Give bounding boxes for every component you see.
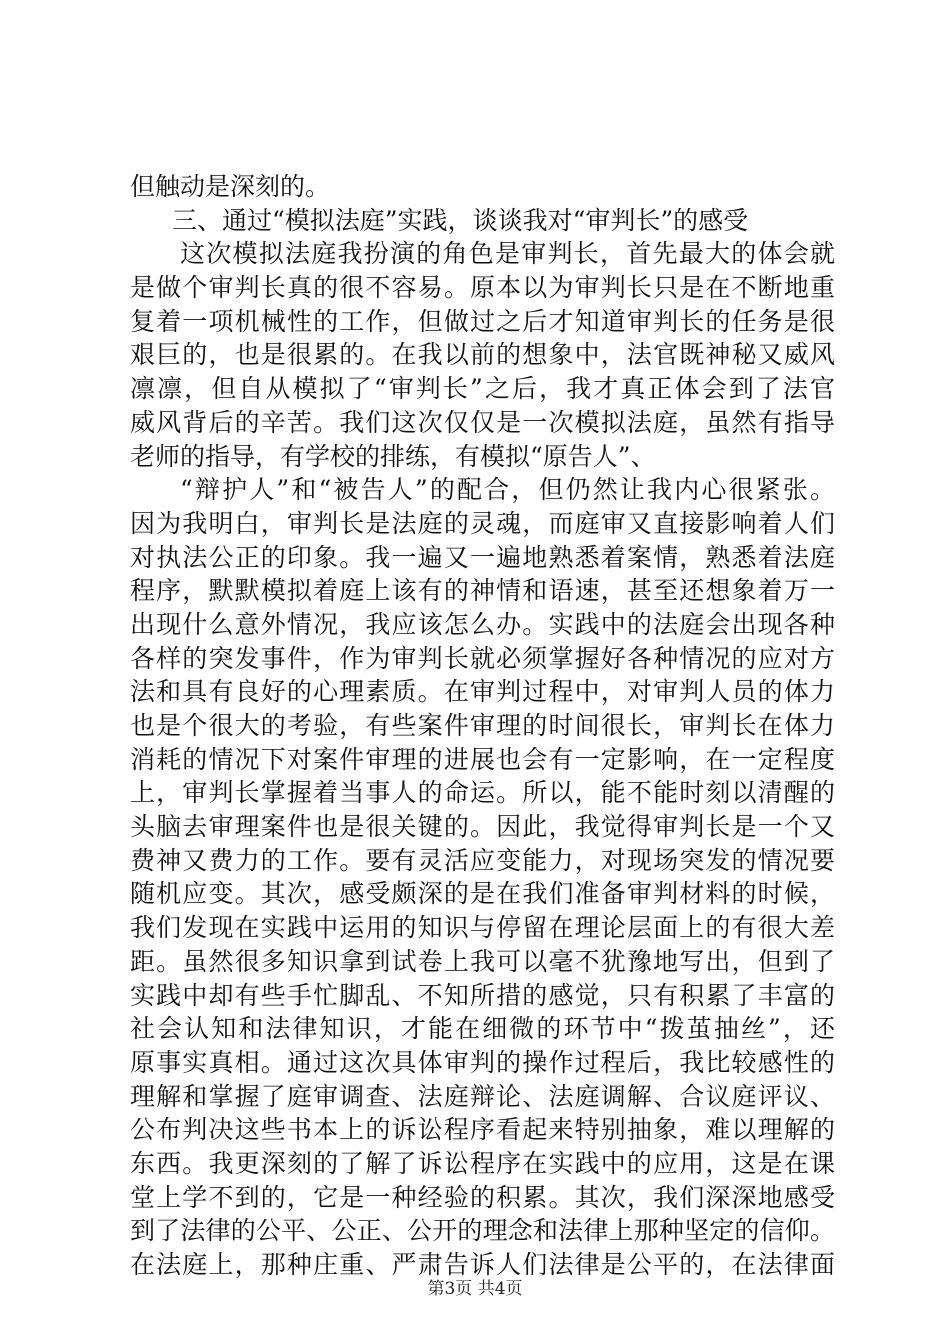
text-line: 在法庭上，那种庄重、严肃告诉人们法律是公平的，在法律面 xyxy=(130,1250,835,1279)
text-line: 距。虽然很多知识拿到试卷上我可以毫不犹豫地写出，但到了 xyxy=(130,946,835,976)
text-line: 随机应变。其次，感受颇深的是在我们准备审判材料的时候， xyxy=(130,879,835,909)
text-line: 理解和掌握了庭审调查、法庭辩论、法庭调解、合议庭评议、 xyxy=(130,1081,835,1111)
body-text xyxy=(130,170,835,1282)
text-line: 这次模拟法庭我扮演的角色是审判长，首先最大的体会就 xyxy=(180,239,835,269)
text-line: 公布判决这些书本上的诉讼程序看起来特别抽象，难以理解的 xyxy=(130,1115,835,1145)
text-line: 老师的指导，有学校的排练，有模拟“原告人”、 xyxy=(130,441,656,471)
text-line: 也是个很大的考验，有些案件审理的时间很长，审判长在体力 xyxy=(130,711,835,740)
text-line: 因为我明白，审判长是法庭的灵魂，而庭审又直接影响着人们 xyxy=(130,508,835,538)
text-line: 对执法公正的印象。我一遍又一遍地熟悉着案情，熟悉着法庭 xyxy=(130,542,835,572)
text-line: 头脑去审理案件也是很关键的。因此，我觉得审判长是一个又 xyxy=(130,812,835,842)
text-line: 原事实真相。通过这次具体审判的操作过程后，我比较感性的 xyxy=(130,1047,835,1077)
text-line: 实践中却有些手忙脚乱、不知所措的感觉，只有积累了丰富的 xyxy=(130,980,835,1010)
text-line: 程序，默默模拟着庭上该有的神情和语速，甚至还想象着万一 xyxy=(130,576,835,606)
text-line: 我们发现在实践中运用的知识与停留在理论层面上的有很大差 xyxy=(130,913,835,943)
text-line: 堂上学不到的，它是一种经验的积累。其次，我们深深地感受 xyxy=(130,1182,835,1212)
text-line: 法和具有良好的心理素质。在审判过程中，对审判人员的体力 xyxy=(130,677,835,707)
section-heading: 三、通过“模拟法庭”实践，谈谈我对“审判长”的感受 xyxy=(172,205,749,235)
text-line: 出现什么意外情况，我应该怎么办。实践中的法庭会出现各种 xyxy=(130,609,835,639)
text-line: 东西。我更深刻的了解了诉讼程序在实践中的应用，这是在课 xyxy=(130,1148,835,1178)
text-line: 威风背后的辛苦。我们这次仅仅是一次模拟法庭，虽然有指导 xyxy=(130,407,835,437)
text-line: 艰巨的，也是很累的。在我以前的想象中，法官既神秘又威风 xyxy=(130,340,835,370)
text-line: 社会认知和法律知识，才能在细微的环节中“拨茧抽丝”，还 xyxy=(130,1014,835,1044)
text-line: 各样的突发事件，作为审判长就必须掌握好各种情况的应对方 xyxy=(130,643,835,673)
text-line: 到了法律的公平、公正、公开的理念和法律上那种坚定的信仰。 xyxy=(130,1216,835,1246)
text-line: 费神又费力的工作。要有灵活应变能力，对现场突发的情况要 xyxy=(130,845,835,875)
page-number-footer: 第3页 共4页 xyxy=(427,1279,523,1299)
text-line: “辩护人”和“被告人”的配合，但仍然让我内心很紧张。 xyxy=(180,475,835,505)
text-line: 但触动是深刻的。 xyxy=(130,172,331,201)
text-line: 复着一项机械性的工作，但做过之后才知道审判长的任务是很 xyxy=(130,306,835,336)
text-line: 消耗的情况下对案件审理的进展也会有一定影响，在一定程度 xyxy=(130,744,835,774)
text-line: 是做个审判长真的很不容易。原本以为审判长只是在不断地重 xyxy=(130,273,835,303)
text-line: 上，审判长掌握着当事人的命运。所以，能不能时刻以清醒的 xyxy=(130,778,835,808)
text-line: 凛凛，但自从模拟了“审判长”之后，我才真正体会到了法官 xyxy=(130,374,835,404)
